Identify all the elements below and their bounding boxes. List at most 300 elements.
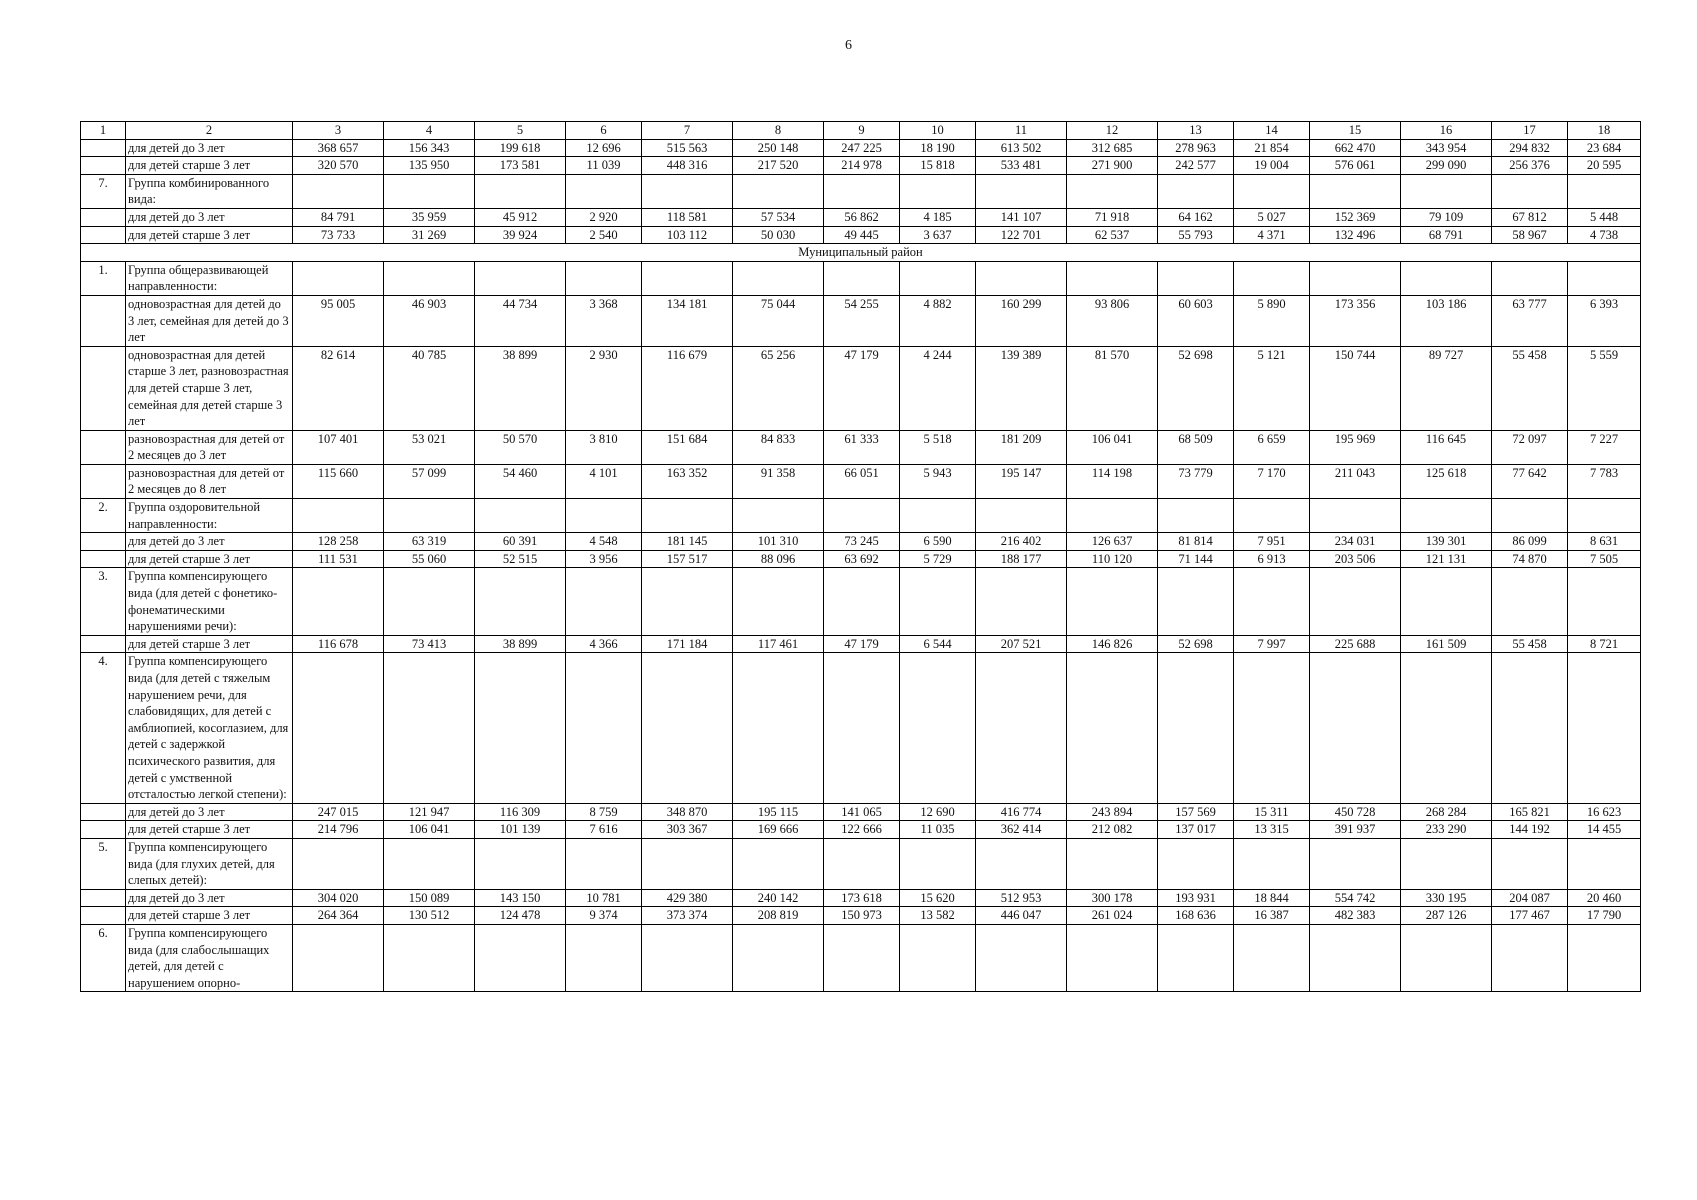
value-cell: 150 744 — [1310, 346, 1401, 430]
value-cell: 130 512 — [384, 907, 475, 925]
value-cell: 12 690 — [900, 803, 976, 821]
value-cell — [824, 838, 900, 889]
column-number: 16 — [1401, 122, 1492, 140]
value-cell — [733, 174, 824, 208]
value-cell: 5 729 — [900, 550, 976, 568]
value-cell: 39 924 — [475, 226, 566, 244]
row-number — [81, 550, 126, 568]
value-cell: 4 101 — [566, 464, 642, 498]
value-cell: 137 017 — [1158, 821, 1234, 839]
value-cell — [1310, 499, 1401, 533]
value-cell — [1067, 568, 1158, 635]
table-row — [81, 924, 1641, 991]
value-cell — [976, 174, 1067, 208]
value-cell: 6 544 — [900, 635, 976, 653]
value-cell — [1067, 653, 1158, 803]
value-cell: 429 380 — [642, 889, 733, 907]
value-cell: 14 455 — [1568, 821, 1641, 839]
value-cell: 151 684 — [642, 430, 733, 464]
value-cell — [976, 924, 1067, 991]
table-row — [81, 838, 1641, 889]
value-cell: 193 931 — [1158, 889, 1234, 907]
value-cell: 343 954 — [1401, 139, 1492, 157]
value-cell: 217 520 — [733, 157, 824, 175]
value-cell — [475, 499, 566, 533]
row-label: одновозрастная для детей до 3 лет, семейная для детей до 3 лет — [126, 295, 293, 346]
value-cell: 61 333 — [824, 430, 900, 464]
row-number — [81, 139, 126, 157]
table-row — [81, 226, 1641, 244]
value-cell — [900, 499, 976, 533]
value-cell: 3 956 — [566, 550, 642, 568]
value-cell: 60 391 — [475, 533, 566, 551]
value-cell: 84 791 — [293, 208, 384, 226]
value-cell: 243 894 — [1067, 803, 1158, 821]
value-cell: 101 310 — [733, 533, 824, 551]
value-cell: 320 570 — [293, 157, 384, 175]
row-number — [81, 635, 126, 653]
value-cell: 208 819 — [733, 907, 824, 925]
value-cell: 60 603 — [1158, 295, 1234, 346]
value-cell: 5 943 — [900, 464, 976, 498]
value-cell: 116 679 — [642, 346, 733, 430]
value-cell — [733, 568, 824, 635]
value-cell: 304 020 — [293, 889, 384, 907]
value-cell: 207 521 — [976, 635, 1067, 653]
value-cell: 116 645 — [1401, 430, 1492, 464]
value-cell — [733, 499, 824, 533]
column-number: 8 — [733, 122, 824, 140]
value-cell: 150 089 — [384, 889, 475, 907]
value-cell: 139 301 — [1401, 533, 1492, 551]
value-cell: 132 496 — [1310, 226, 1401, 244]
value-cell: 86 099 — [1492, 533, 1568, 551]
row-label: для детей до 3 лет — [126, 889, 293, 907]
row-number — [81, 346, 126, 430]
value-cell — [1401, 653, 1492, 803]
value-cell — [384, 568, 475, 635]
value-cell: 125 618 — [1401, 464, 1492, 498]
value-cell — [293, 838, 384, 889]
value-cell: 662 470 — [1310, 139, 1401, 157]
table-row — [81, 889, 1641, 907]
value-cell: 4 548 — [566, 533, 642, 551]
column-number: 1 — [81, 122, 126, 140]
value-cell: 47 179 — [824, 346, 900, 430]
value-cell — [900, 838, 976, 889]
value-cell: 114 198 — [1067, 464, 1158, 498]
value-cell — [824, 261, 900, 295]
table-row — [81, 464, 1641, 498]
value-cell: 17 790 — [1568, 907, 1641, 925]
value-cell — [475, 924, 566, 991]
value-cell — [384, 653, 475, 803]
value-cell: 84 833 — [733, 430, 824, 464]
value-cell: 50 570 — [475, 430, 566, 464]
value-cell: 391 937 — [1310, 821, 1401, 839]
value-cell — [900, 653, 976, 803]
row-number — [81, 803, 126, 821]
value-cell — [1067, 499, 1158, 533]
value-cell: 312 685 — [1067, 139, 1158, 157]
value-cell: 71 918 — [1067, 208, 1158, 226]
value-cell: 38 899 — [475, 635, 566, 653]
value-cell — [475, 838, 566, 889]
table-row — [81, 568, 1641, 635]
value-cell — [900, 261, 976, 295]
value-cell — [1158, 924, 1234, 991]
value-cell: 89 727 — [1401, 346, 1492, 430]
value-cell: 19 004 — [1234, 157, 1310, 175]
value-cell: 13 582 — [900, 907, 976, 925]
value-cell: 613 502 — [976, 139, 1067, 157]
table-row — [81, 346, 1641, 430]
row-label: разновозрастная для детей от 2 месяцев до 8 лет — [126, 464, 293, 498]
value-cell: 247 015 — [293, 803, 384, 821]
value-cell: 181 145 — [642, 533, 733, 551]
value-cell: 91 358 — [733, 464, 824, 498]
value-cell — [733, 838, 824, 889]
page-number: 6 — [845, 38, 852, 53]
row-number — [81, 208, 126, 226]
value-cell — [1401, 924, 1492, 991]
value-cell: 271 900 — [1067, 157, 1158, 175]
row-label: одновозрастная для детей старше 3 лет, разновозрастная для детей старше 3 лет, семейная для детей старше 3 лет — [126, 346, 293, 430]
value-cell: 195 147 — [976, 464, 1067, 498]
value-cell: 203 506 — [1310, 550, 1401, 568]
value-cell: 576 061 — [1310, 157, 1401, 175]
value-cell: 240 142 — [733, 889, 824, 907]
value-cell — [1492, 653, 1568, 803]
value-cell — [824, 174, 900, 208]
row-label: Группа компенсирующего вида (для слабослышащих детей, для детей с нарушением опорно- — [126, 924, 293, 991]
value-cell: 15 620 — [900, 889, 976, 907]
value-cell — [1492, 838, 1568, 889]
row-label: для детей до 3 лет — [126, 139, 293, 157]
table-row — [81, 821, 1641, 839]
value-cell: 368 657 — [293, 139, 384, 157]
value-cell — [1401, 174, 1492, 208]
value-cell: 7 227 — [1568, 430, 1641, 464]
value-cell: 63 319 — [384, 533, 475, 551]
value-cell: 160 299 — [976, 295, 1067, 346]
column-number: 4 — [384, 122, 475, 140]
value-cell: 8 631 — [1568, 533, 1641, 551]
value-cell — [1234, 653, 1310, 803]
value-cell: 6 659 — [1234, 430, 1310, 464]
value-cell: 181 209 — [976, 430, 1067, 464]
value-cell — [976, 568, 1067, 635]
value-cell: 73 733 — [293, 226, 384, 244]
table-row — [81, 208, 1641, 226]
row-number — [81, 907, 126, 925]
value-cell: 512 953 — [976, 889, 1067, 907]
value-cell — [642, 174, 733, 208]
row-number — [81, 226, 126, 244]
value-cell — [900, 924, 976, 991]
value-cell — [1067, 174, 1158, 208]
row-number — [81, 295, 126, 346]
value-cell: 264 364 — [293, 907, 384, 925]
value-cell: 7 505 — [1568, 550, 1641, 568]
value-cell: 88 096 — [733, 550, 824, 568]
value-cell — [1492, 499, 1568, 533]
column-number: 2 — [126, 122, 293, 140]
value-cell — [1158, 838, 1234, 889]
value-cell: 303 367 — [642, 821, 733, 839]
value-cell: 268 284 — [1401, 803, 1492, 821]
value-cell: 161 509 — [1401, 635, 1492, 653]
value-cell: 50 030 — [733, 226, 824, 244]
value-cell: 7 616 — [566, 821, 642, 839]
value-cell — [293, 924, 384, 991]
row-number: 6. — [81, 924, 126, 991]
value-cell: 62 537 — [1067, 226, 1158, 244]
value-cell — [566, 261, 642, 295]
value-cell: 515 563 — [642, 139, 733, 157]
value-cell: 261 024 — [1067, 907, 1158, 925]
value-cell: 173 356 — [1310, 295, 1401, 346]
value-cell — [1310, 261, 1401, 295]
value-cell — [293, 499, 384, 533]
value-cell — [976, 499, 1067, 533]
value-cell — [642, 653, 733, 803]
row-label: Группа оздоровительной направленности: — [126, 499, 293, 533]
value-cell: 7 170 — [1234, 464, 1310, 498]
column-number: 6 — [566, 122, 642, 140]
value-cell — [824, 924, 900, 991]
column-number: 10 — [900, 122, 976, 140]
value-cell: 4 371 — [1234, 226, 1310, 244]
value-cell: 53 021 — [384, 430, 475, 464]
value-cell — [1234, 174, 1310, 208]
value-cell: 63 692 — [824, 550, 900, 568]
value-cell — [1568, 261, 1641, 295]
value-cell: 71 144 — [1158, 550, 1234, 568]
table-row — [81, 139, 1641, 157]
row-label: для детей до 3 лет — [126, 208, 293, 226]
value-cell: 106 041 — [1067, 430, 1158, 464]
value-cell: 9 374 — [566, 907, 642, 925]
row-number: 3. — [81, 568, 126, 635]
row-number — [81, 157, 126, 175]
value-cell: 52 515 — [475, 550, 566, 568]
value-cell: 55 458 — [1492, 346, 1568, 430]
table-row — [81, 499, 1641, 533]
value-cell: 52 698 — [1158, 346, 1234, 430]
column-number: 17 — [1492, 122, 1568, 140]
value-cell — [642, 568, 733, 635]
value-cell: 8 721 — [1568, 635, 1641, 653]
value-cell: 2 540 — [566, 226, 642, 244]
value-cell: 482 383 — [1310, 907, 1401, 925]
value-cell: 47 179 — [824, 635, 900, 653]
value-cell: 6 590 — [900, 533, 976, 551]
value-cell: 68 509 — [1158, 430, 1234, 464]
value-cell: 93 806 — [1067, 295, 1158, 346]
value-cell — [1234, 924, 1310, 991]
row-label: Группа компенсирующего вида (для глухих детей, для слепых детей): — [126, 838, 293, 889]
value-cell: 150 973 — [824, 907, 900, 925]
section-heading-row — [81, 244, 1641, 262]
row-number: 1. — [81, 261, 126, 295]
row-label: для детей до 3 лет — [126, 533, 293, 551]
value-cell: 81 814 — [1158, 533, 1234, 551]
value-cell: 5 027 — [1234, 208, 1310, 226]
value-cell: 116 678 — [293, 635, 384, 653]
value-cell: 103 112 — [642, 226, 733, 244]
value-cell — [475, 261, 566, 295]
value-cell: 533 481 — [976, 157, 1067, 175]
section-heading: Муниципальный район — [81, 244, 1641, 262]
value-cell: 171 184 — [642, 635, 733, 653]
value-cell: 115 660 — [293, 464, 384, 498]
value-cell — [642, 924, 733, 991]
value-cell: 416 774 — [976, 803, 1067, 821]
value-cell: 46 903 — [384, 295, 475, 346]
value-cell: 117 461 — [733, 635, 824, 653]
value-cell: 57 534 — [733, 208, 824, 226]
value-cell — [1158, 568, 1234, 635]
value-cell — [733, 261, 824, 295]
column-number: 18 — [1568, 122, 1641, 140]
value-cell: 5 559 — [1568, 346, 1641, 430]
value-cell — [1234, 568, 1310, 635]
value-cell: 5 890 — [1234, 295, 1310, 346]
row-label: для детей старше 3 лет — [126, 550, 293, 568]
value-cell: 58 967 — [1492, 226, 1568, 244]
table-row — [81, 157, 1641, 175]
value-cell: 169 666 — [733, 821, 824, 839]
value-cell: 4 244 — [900, 346, 976, 430]
value-cell — [1568, 838, 1641, 889]
value-cell — [1492, 568, 1568, 635]
value-cell: 233 290 — [1401, 821, 1492, 839]
tariff-table — [80, 121, 1641, 992]
value-cell: 15 311 — [1234, 803, 1310, 821]
value-cell — [566, 838, 642, 889]
value-cell: 110 120 — [1067, 550, 1158, 568]
value-cell: 122 701 — [976, 226, 1067, 244]
row-number: 2. — [81, 499, 126, 533]
value-cell — [384, 174, 475, 208]
table-row — [81, 174, 1641, 208]
value-cell: 55 793 — [1158, 226, 1234, 244]
value-cell — [900, 174, 976, 208]
row-label: для детей до 3 лет — [126, 803, 293, 821]
value-cell — [293, 653, 384, 803]
table-row — [81, 653, 1641, 803]
value-cell: 348 870 — [642, 803, 733, 821]
value-cell: 330 195 — [1401, 889, 1492, 907]
column-number: 11 — [976, 122, 1067, 140]
value-cell: 242 577 — [1158, 157, 1234, 175]
value-cell: 278 963 — [1158, 139, 1234, 157]
value-cell: 177 467 — [1492, 907, 1568, 925]
value-cell: 3 637 — [900, 226, 976, 244]
value-cell — [976, 838, 1067, 889]
value-cell — [824, 653, 900, 803]
value-cell — [1492, 174, 1568, 208]
value-cell — [475, 653, 566, 803]
value-cell: 31 269 — [384, 226, 475, 244]
value-cell — [1158, 499, 1234, 533]
value-cell: 111 531 — [293, 550, 384, 568]
value-cell: 12 696 — [566, 139, 642, 157]
value-cell: 211 043 — [1310, 464, 1401, 498]
value-cell: 57 099 — [384, 464, 475, 498]
value-cell: 65 256 — [733, 346, 824, 430]
row-label: Группа комбинированного вида: — [126, 174, 293, 208]
value-cell: 300 178 — [1067, 889, 1158, 907]
value-cell: 128 258 — [293, 533, 384, 551]
value-cell: 135 950 — [384, 157, 475, 175]
value-cell — [733, 653, 824, 803]
value-cell: 173 618 — [824, 889, 900, 907]
row-label: для детей старше 3 лет — [126, 907, 293, 925]
value-cell — [642, 838, 733, 889]
value-cell — [824, 568, 900, 635]
value-cell — [1158, 174, 1234, 208]
column-number: 13 — [1158, 122, 1234, 140]
value-cell: 55 060 — [384, 550, 475, 568]
value-cell — [733, 924, 824, 991]
value-cell: 6 393 — [1568, 295, 1641, 346]
value-cell: 73 413 — [384, 635, 475, 653]
table-row — [81, 430, 1641, 464]
value-cell: 2 930 — [566, 346, 642, 430]
value-cell — [1568, 174, 1641, 208]
column-number: 5 — [475, 122, 566, 140]
value-cell — [1568, 653, 1641, 803]
value-cell: 95 005 — [293, 295, 384, 346]
value-cell: 152 369 — [1310, 208, 1401, 226]
value-cell: 44 734 — [475, 295, 566, 346]
value-cell — [976, 653, 1067, 803]
value-cell — [1310, 838, 1401, 889]
row-label: для детей старше 3 лет — [126, 226, 293, 244]
value-cell: 134 181 — [642, 295, 733, 346]
value-cell — [293, 261, 384, 295]
value-cell: 124 478 — [475, 907, 566, 925]
value-cell: 5 518 — [900, 430, 976, 464]
value-cell — [1234, 499, 1310, 533]
value-cell: 67 812 — [1492, 208, 1568, 226]
value-cell: 554 742 — [1310, 889, 1401, 907]
value-cell: 165 821 — [1492, 803, 1568, 821]
value-cell — [824, 499, 900, 533]
value-cell: 6 913 — [1234, 550, 1310, 568]
row-label: разновозрастная для детей от 2 месяцев до 3 лет — [126, 430, 293, 464]
value-cell — [1234, 838, 1310, 889]
value-cell — [1401, 568, 1492, 635]
value-cell: 3 810 — [566, 430, 642, 464]
value-cell: 448 316 — [642, 157, 733, 175]
value-cell — [475, 174, 566, 208]
value-cell — [1067, 924, 1158, 991]
value-cell: 7 997 — [1234, 635, 1310, 653]
row-number: 5. — [81, 838, 126, 889]
value-cell: 74 870 — [1492, 550, 1568, 568]
value-cell: 11 039 — [566, 157, 642, 175]
value-cell: 126 637 — [1067, 533, 1158, 551]
value-cell: 143 150 — [475, 889, 566, 907]
value-cell: 106 041 — [384, 821, 475, 839]
value-cell — [1401, 261, 1492, 295]
row-label: для детей старше 3 лет — [126, 635, 293, 653]
column-number: 9 — [824, 122, 900, 140]
value-cell: 16 387 — [1234, 907, 1310, 925]
